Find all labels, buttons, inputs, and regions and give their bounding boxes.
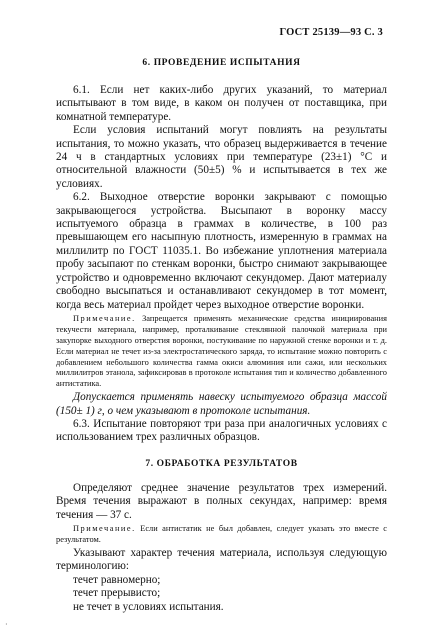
note-text: Запрещается применять механические средства инициирования текучести материала, например, проталкивание стеклянной палочкой материала при закупорке выходного отверстия воронки, постукивание по наружной стенке воронки и т. д. Если материал не течет из-за электростатического заряда, то испытание можно повторить с добавлением небольшого количества гамма окиси алюминия или сажи, или нескольких миллилитров этанола, зафиксировав в протоколе испытания тип и количество добавленного антистатика. <box>56 313 387 389</box>
italic-allowance-paragraph: Допускается применять навеску испытуемого образца массой (150± 1) г, о чем указывают в протоколе испытания. <box>56 391 387 417</box>
standard-reference: ГОСТ 25139—93 С. 3 <box>279 27 383 38</box>
paragraph-6-2: 6.2. Выходное отверстие воронки закрывают с помощью закрывающегося устройства. Высыпают в воронку массу испытуемого образца в граммах в количестве, в 100 раз превышающем его насыпную плотность, измеренную в граммах на миллилитр по ГОСТ 11035.1. Во избежание уплотнения материала пробу засыпают по стенкам воронки, быстро снимают закрывающее устройство и одновременно включают секундомер. Дают материалу свободно высыпаться и останавливают секундомер в тот момент, когда весь материал пройдет через выходное отверстие воронки. <box>56 191 387 311</box>
note-6-2 <box>56 314 387 390</box>
corner-mark: · <box>5 620 8 629</box>
list-item: течет прерывисто; <box>73 587 161 600</box>
paragraph-7-terminology: Указывают характер течения материала, используя следующую терминологию: <box>56 546 387 573</box>
list-item: течет равномерно; <box>73 573 161 586</box>
paragraph-6-1-conditions: Если условия испытаний могут повлиять на результаты испытания, то можно указать, что образец выдерживается в течение 24 ч в стандартных условиях при температуре (23±1) °С и относительной влажности (50±5) % и испытывается в тех же условиях. <box>56 124 387 190</box>
paragraph-6-1: 6.1. Если нет каких-либо других указаний, то материал испытывают в том виде, в каком он получен от поставщика, при комнатной температуре. <box>56 84 387 123</box>
note-text: Если антистатик не был добавлен, следует указать это вместе с результатом. <box>56 524 387 544</box>
paragraph-7-average: Определяют среднее значение результатов трех измерений. Время течения выражают в полных секундах, например: время течения — 37 с. <box>56 481 387 521</box>
note-label: Примечание. <box>73 313 136 323</box>
paragraph-6-3: 6.3. Испытание повторяют три раза при аналогичных условиях с использованием трех различных образцов. <box>56 418 387 444</box>
note-7 <box>56 524 387 546</box>
section-6-heading: 6. ПРОВЕДЕНИЕ ИСПЫТАНИЯ <box>142 58 301 68</box>
list-item: не течет в условиях испытания. <box>73 600 224 613</box>
section-7-heading: 7. ОБРАБОТКА РЕЗУЛЬТАТОВ <box>145 458 298 469</box>
note-label: Примечание. <box>73 524 136 534</box>
page-content <box>56 58 387 614</box>
